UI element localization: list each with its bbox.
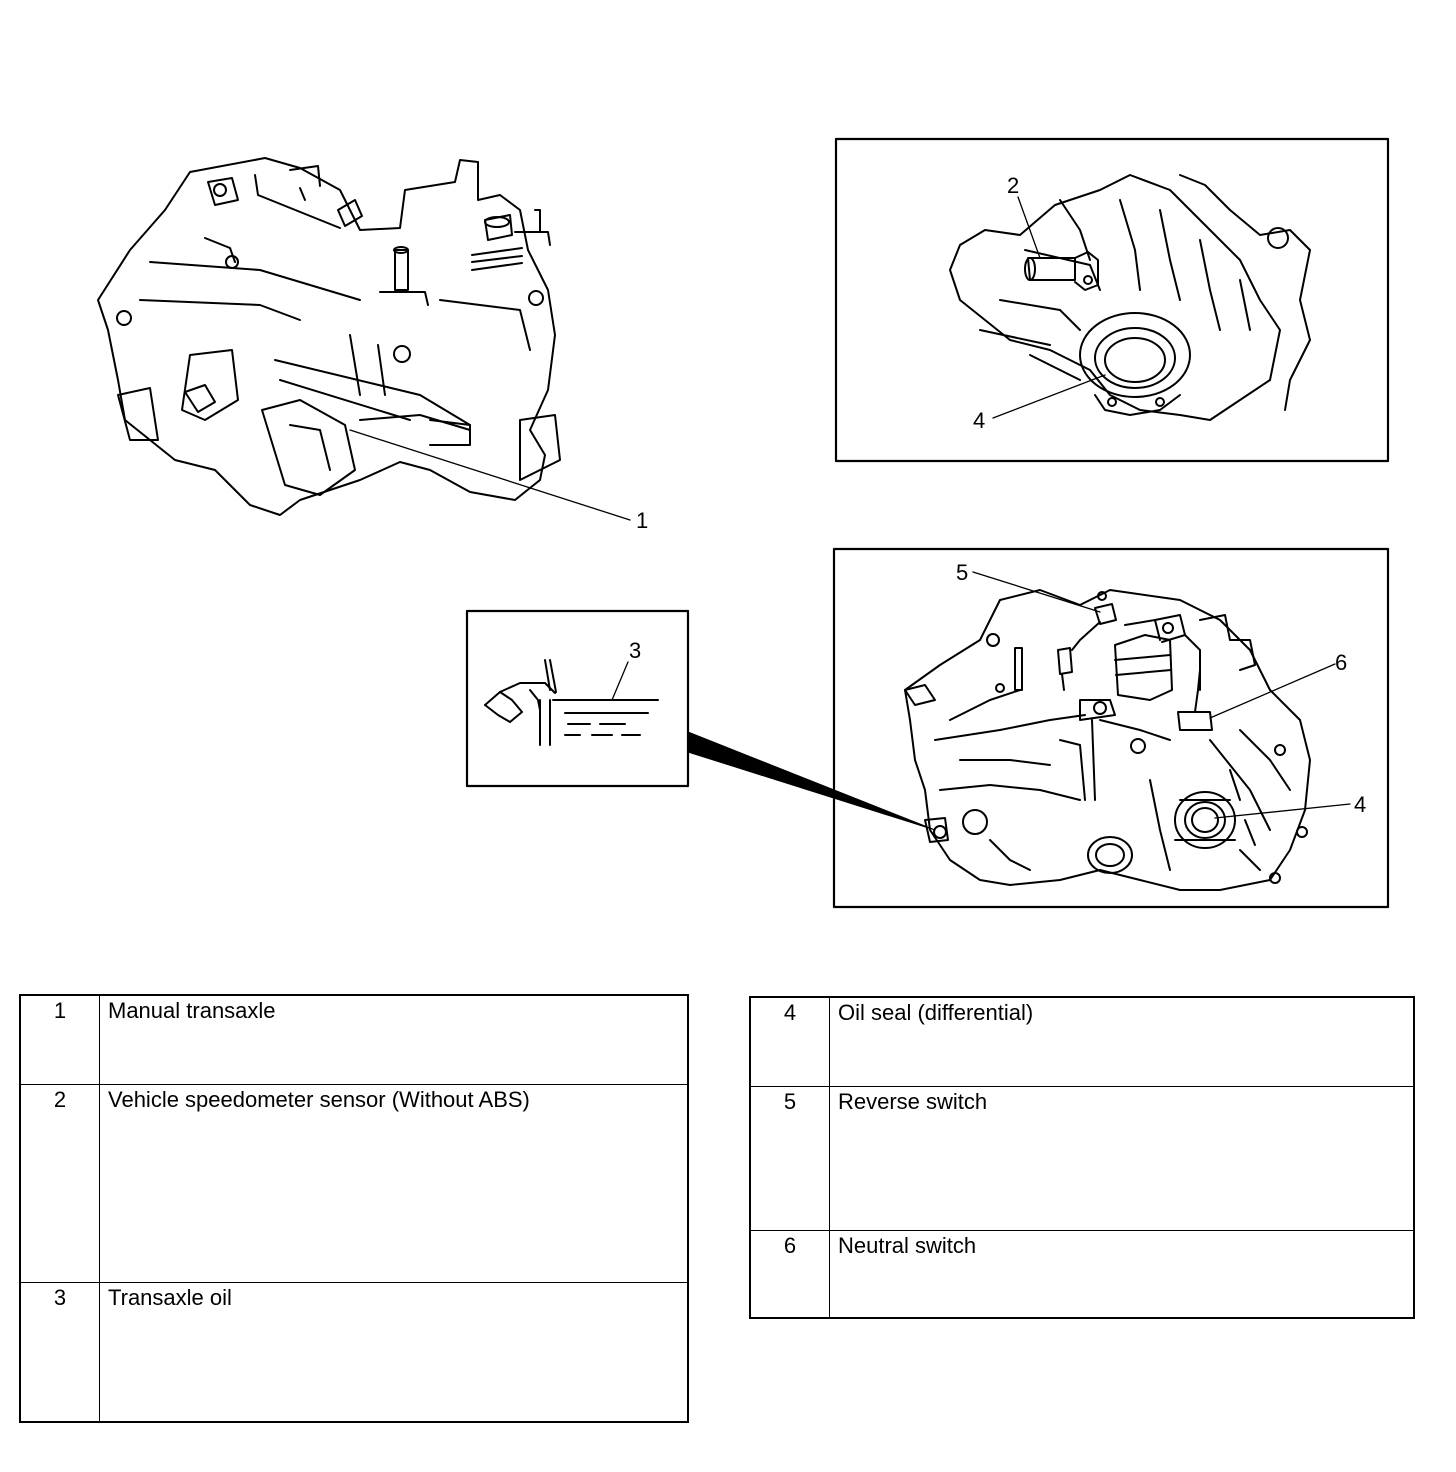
legend-number: 4 xyxy=(750,997,830,1086)
legend-number: 6 xyxy=(750,1230,830,1318)
legend-label: Vehicle speedometer sensor (Without ABS) xyxy=(100,1084,689,1282)
leader-line-4b xyxy=(1215,804,1350,818)
legend-label: Reverse switch xyxy=(830,1086,1415,1230)
leader-line-5 xyxy=(973,572,1100,612)
callout-2: 2 xyxy=(1007,173,1020,198)
oil-inset-pointer xyxy=(688,732,935,830)
legend-table-left xyxy=(19,994,689,1423)
callout-6: 6 xyxy=(1335,650,1348,675)
switches-view-drawing xyxy=(905,590,1310,890)
inset-switches-frame xyxy=(834,549,1388,907)
legend-table-right xyxy=(749,996,1415,1319)
legend-number: 5 xyxy=(750,1086,830,1230)
legend-number: 1 xyxy=(20,995,100,1084)
callout-5: 5 xyxy=(956,560,969,585)
leader-line-4a xyxy=(993,375,1105,418)
oil-level-drawing xyxy=(485,660,658,745)
legend-row-5 xyxy=(750,1086,1414,1230)
legend-label: Transaxle oil xyxy=(100,1282,689,1422)
legend-label: Neutral switch xyxy=(830,1230,1415,1318)
callout-4a: 4 xyxy=(973,408,986,433)
legend-label: Manual transaxle xyxy=(100,995,689,1084)
callout-1: 1 xyxy=(636,508,649,533)
leader-line-3 xyxy=(612,662,628,700)
inset-oil-level-frame xyxy=(467,611,688,786)
callout-4b: 4 xyxy=(1354,792,1367,817)
leader-line-1 xyxy=(350,430,630,520)
leader-line-2 xyxy=(1018,197,1040,258)
inset-speed-sensor-frame xyxy=(836,139,1388,461)
legend-number: 2 xyxy=(20,1084,100,1282)
legend-row-6 xyxy=(750,1230,1414,1318)
legend-row-4 xyxy=(750,997,1414,1086)
legend-number: 3 xyxy=(20,1282,100,1422)
manual-transaxle-drawing xyxy=(98,158,560,515)
leader-line-6 xyxy=(1210,664,1335,718)
legend-row-2 xyxy=(20,1084,688,1282)
legend-row-1 xyxy=(20,995,688,1084)
speed-sensor-view-drawing xyxy=(950,175,1310,420)
legend-row-3 xyxy=(20,1282,688,1422)
callout-3: 3 xyxy=(629,638,642,663)
legend-label: Oil seal (differential) xyxy=(830,997,1415,1086)
